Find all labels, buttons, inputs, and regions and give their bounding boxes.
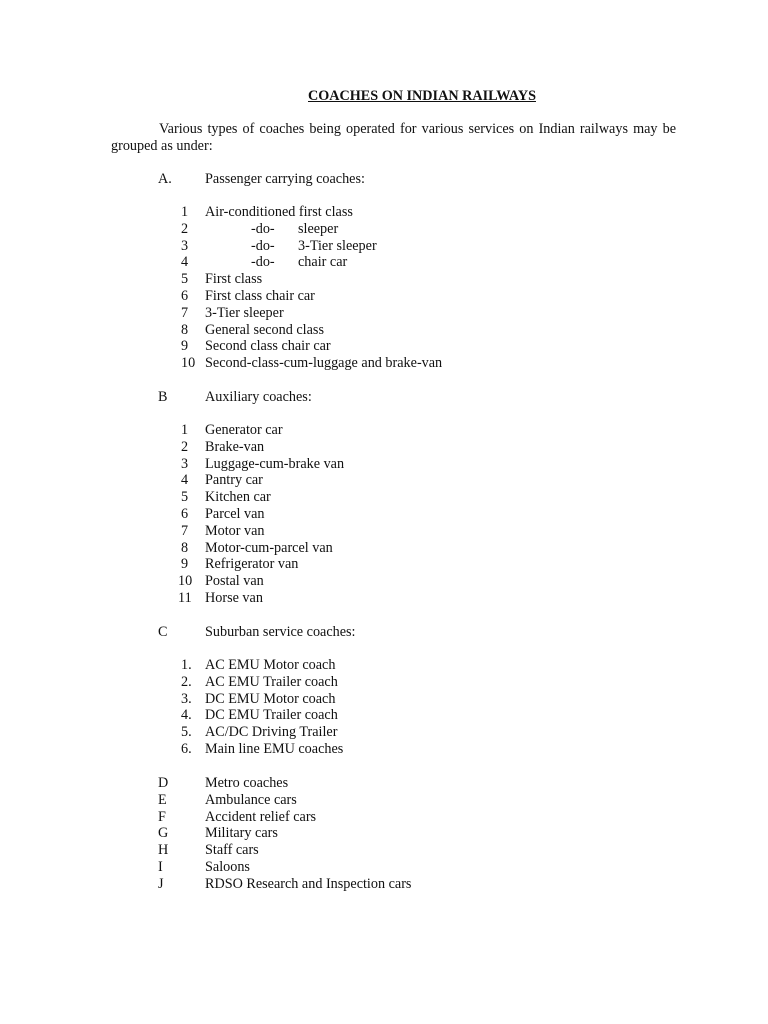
item-label: sleeper xyxy=(298,220,339,237)
item-number: 8 xyxy=(181,321,189,338)
item-label: 3-Tier sleeper xyxy=(205,304,284,321)
section-a xyxy=(0,171,768,372)
item-label: Pantry car xyxy=(205,472,263,489)
list-item xyxy=(0,489,768,506)
item-number: 10 xyxy=(181,355,196,372)
item-label: Refrigerator van xyxy=(205,556,299,573)
item-number: 11 xyxy=(178,589,192,606)
item-label: Luggage-cum-brake van xyxy=(205,455,345,472)
other-sections xyxy=(0,775,768,893)
list-item xyxy=(0,254,768,271)
item-label: Horse van xyxy=(205,589,263,606)
item-label: 3-Tier sleeper xyxy=(298,237,377,254)
list-item xyxy=(0,506,768,523)
intro-paragraph: Various types of coaches being operated for various services on Indian railways may be grouped as under: xyxy=(111,121,676,154)
item-label: General second class xyxy=(205,321,324,338)
section-letter: G xyxy=(158,825,169,842)
section-label: RDSO Research and Inspection cars xyxy=(205,875,412,892)
section-row xyxy=(0,809,768,826)
item-number: 3 xyxy=(181,455,189,472)
item-number: 5. xyxy=(181,724,192,741)
ditto-mark: -do- xyxy=(251,237,275,254)
section-a-letter: A. xyxy=(158,171,172,187)
list-item xyxy=(0,355,768,372)
list-item xyxy=(0,590,768,607)
item-label: chair car xyxy=(298,254,348,271)
list-item xyxy=(0,338,768,355)
item-number: 8 xyxy=(181,539,189,556)
document-title: COACHES ON INDIAN RAILWAYS xyxy=(308,88,536,104)
list-item xyxy=(0,674,768,691)
section-row xyxy=(0,842,768,859)
list-item xyxy=(0,238,768,255)
item-number: 4 xyxy=(181,472,189,489)
item-number: 6. xyxy=(181,740,192,757)
item-number: 5 xyxy=(181,489,189,506)
item-number: 4 xyxy=(181,254,189,271)
section-c-title: Suburban service coaches: xyxy=(205,624,356,640)
item-number: 7 xyxy=(181,522,189,539)
section-a-title: Passenger carrying coaches: xyxy=(205,171,365,187)
item-label: AC/DC Driving Trailer xyxy=(205,724,338,741)
item-label: Main line EMU coaches xyxy=(205,740,344,757)
section-letter: I xyxy=(158,858,163,875)
item-label: Air-conditioned first class xyxy=(205,204,353,220)
item-label: Postal van xyxy=(205,573,264,590)
item-label: DC EMU Trailer coach xyxy=(205,707,338,724)
list-item xyxy=(0,724,768,741)
list-item xyxy=(0,691,768,708)
section-c-letter: C xyxy=(158,624,168,640)
item-number: 1. xyxy=(181,657,192,673)
section-letter: E xyxy=(158,791,167,808)
item-number: 9 xyxy=(181,556,189,573)
item-number: 2. xyxy=(181,673,192,690)
section-label: Metro coaches xyxy=(205,775,289,791)
list-item xyxy=(0,422,768,439)
section-b xyxy=(0,389,768,607)
item-label: Motor-cum-parcel van xyxy=(205,539,333,556)
list-item xyxy=(0,322,768,339)
item-label: First class xyxy=(205,271,263,288)
section-letter: J xyxy=(158,875,164,892)
section-label: Accident relief cars xyxy=(205,808,317,825)
section-b-title: Auxiliary coaches: xyxy=(205,389,312,405)
item-label: Second-class-cum-luggage and brake-van xyxy=(205,355,443,372)
item-label: Generator car xyxy=(205,422,283,438)
item-label: DC EMU Motor coach xyxy=(205,690,336,707)
list-item xyxy=(0,221,768,238)
section-b-letter: B xyxy=(158,389,168,405)
item-number: 4. xyxy=(181,707,192,724)
section-letter: H xyxy=(158,842,169,859)
section-row xyxy=(0,859,768,876)
section-row xyxy=(0,825,768,842)
item-label: AC EMU Motor coach xyxy=(205,657,336,673)
item-label: Kitchen car xyxy=(205,489,271,506)
section-label: Ambulance cars xyxy=(205,791,297,808)
section-letter: F xyxy=(158,808,166,825)
list-item xyxy=(0,556,768,573)
item-number: 2 xyxy=(181,220,189,237)
ditto-mark: -do- xyxy=(251,254,275,271)
list-item xyxy=(0,472,768,489)
section-row xyxy=(0,876,768,893)
item-number: 1 xyxy=(181,204,189,220)
section-c xyxy=(0,624,768,758)
item-label: First class chair car xyxy=(205,287,315,304)
item-number: 9 xyxy=(181,338,189,355)
item-number: 6 xyxy=(181,505,189,522)
section-row xyxy=(0,775,768,792)
section-label: Saloons xyxy=(205,858,250,875)
list-item xyxy=(0,523,768,540)
list-item xyxy=(0,204,768,221)
list-item xyxy=(0,657,768,674)
list-item xyxy=(0,305,768,322)
item-number: 3. xyxy=(181,690,192,707)
list-item xyxy=(0,271,768,288)
ditto-mark: -do- xyxy=(251,220,275,237)
item-number: 6 xyxy=(181,287,189,304)
item-number: 2 xyxy=(181,438,189,455)
item-label: Brake-van xyxy=(205,438,265,455)
item-label: AC EMU Trailer coach xyxy=(205,673,338,690)
section-c-heading xyxy=(0,624,768,641)
list-item xyxy=(0,439,768,456)
item-label: Parcel van xyxy=(205,505,265,522)
item-number: 1 xyxy=(181,422,189,438)
list-item xyxy=(0,456,768,473)
list-item xyxy=(0,707,768,724)
item-label: Motor van xyxy=(205,522,265,539)
section-label: Staff cars xyxy=(205,842,259,859)
list-item xyxy=(0,573,768,590)
section-letter: D xyxy=(158,775,169,791)
item-number: 3 xyxy=(181,237,189,254)
list-item xyxy=(0,288,768,305)
section-row xyxy=(0,792,768,809)
section-label: Military cars xyxy=(205,825,278,842)
list-item xyxy=(0,741,768,758)
item-number: 7 xyxy=(181,304,189,321)
item-number: 5 xyxy=(181,271,189,288)
section-a-heading xyxy=(0,171,768,188)
section-b-heading xyxy=(0,389,768,406)
item-label: Second class chair car xyxy=(205,338,331,355)
item-number: 10 xyxy=(178,573,193,590)
list-item xyxy=(0,540,768,557)
